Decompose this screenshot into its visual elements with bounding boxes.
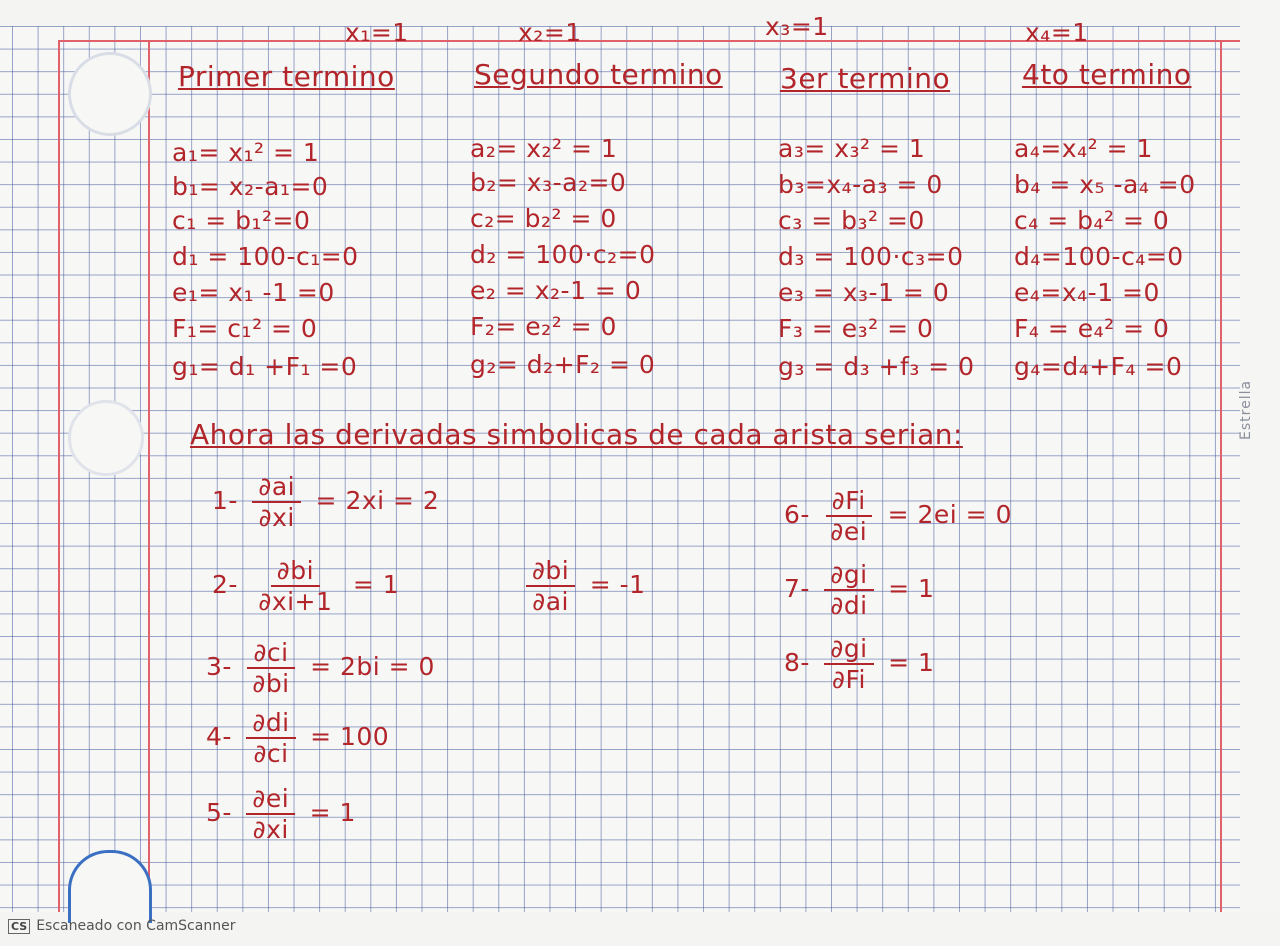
derivative-4-num: ∂di: [246, 708, 295, 739]
binder-hole-bottom: [68, 850, 152, 923]
eq-c2: c₂= b₂² = 0: [470, 204, 617, 233]
eq-b4: b₄ = x₅ -a₄ =0: [1014, 170, 1196, 199]
derivative-2: [212, 556, 399, 616]
derivative-7-fraction: [824, 560, 873, 620]
derivative-2-den: ∂xi+1: [258, 587, 333, 616]
derivative-4: [206, 708, 389, 768]
derivative-7: [784, 560, 934, 620]
eq-c3: c₃ = b₃² =0: [778, 206, 925, 235]
right-edge: [1240, 0, 1280, 946]
derivative-6-label: 6-: [784, 500, 810, 529]
derivative-7-num: ∂gi: [824, 560, 873, 591]
derivative-1-label: 1-: [212, 486, 238, 515]
x1-value: x₁=1: [345, 18, 409, 47]
derivative-extra-num: ∂bi: [526, 556, 575, 587]
derivative-extra-fraction: [526, 556, 575, 616]
derivative-3-label: 3-: [206, 652, 232, 681]
header-term-2: Segundo termino: [474, 58, 723, 91]
derivative-3-result: = 2bi = 0: [310, 652, 435, 681]
eq-f2: F₂= e₂² = 0: [470, 312, 617, 341]
derivative-extra: [520, 556, 646, 616]
eq-f1: F₁= c₁² = 0: [172, 314, 318, 343]
eq-g1: g₁= d₁ +F₁ =0: [172, 352, 358, 381]
derivative-5-label: 5-: [206, 798, 232, 827]
derivative-7-den: ∂di: [830, 591, 868, 620]
eq-f3: F₃ = e₃² = 0: [778, 314, 934, 343]
header-term-3: 3er termino: [780, 62, 951, 95]
red-border-left: [58, 40, 60, 912]
derivative-8: [784, 634, 934, 694]
x2-value: x₂=1: [518, 18, 582, 47]
eq-d3: d₃ = 100·c₃=0: [778, 242, 964, 271]
derivative-extra-result: = -1: [589, 570, 646, 599]
header-term-1: Primer termino: [178, 60, 395, 93]
derivative-5: [206, 784, 356, 844]
header-term-4: 4to termino: [1022, 58, 1192, 91]
derivative-8-fraction: [824, 634, 873, 694]
derivative-7-result: = 1: [888, 574, 935, 603]
scanner-footer-text: Escaneado con CamScanner: [36, 918, 236, 934]
derivative-6-num: ∂Fi: [826, 486, 872, 517]
x4-value: x₄=1: [1025, 18, 1089, 47]
eq-g3: g₃ = d₃ +f₃ = 0: [778, 352, 975, 381]
derivative-2-fraction: [252, 556, 338, 616]
derivative-5-result: = 1: [309, 798, 356, 827]
derivative-8-den: ∂Fi: [832, 665, 866, 694]
derivative-2-result: = 1: [352, 570, 400, 599]
derivative-2-label: 2-: [212, 570, 238, 599]
derivative-6-fraction: [824, 486, 873, 546]
derivatives-intro: Ahora las derivadas simbolicas de cada arista serian:: [190, 418, 963, 451]
eq-a1: a₁= x₁² = 1: [172, 138, 320, 167]
eq-e4: e₄=x₄-1 =0: [1014, 278, 1160, 307]
derivative-1: [212, 472, 439, 532]
red-margin-line: [148, 40, 150, 912]
eq-b1: b₁= x₂-a₁=0: [172, 172, 329, 201]
derivative-4-den: ∂ci: [253, 739, 289, 768]
derivative-6-result: = 2ei = 0: [887, 500, 1012, 529]
eq-e3: e₃ = x₃-1 = 0: [778, 278, 950, 307]
derivative-5-num: ∂ei: [246, 784, 295, 815]
eq-b2: b₂= x₃-a₂=0: [470, 168, 627, 197]
derivative-6-den: ∂ei: [830, 517, 868, 546]
red-border-right: [1220, 40, 1222, 912]
derivative-extra-den: ∂ai: [532, 587, 569, 616]
derivative-3-fraction: [246, 638, 295, 698]
derivative-1-fraction: [252, 472, 301, 532]
eq-e2: e₂ = x₂-1 = 0: [470, 276, 642, 305]
derivative-1-den: ∂xi: [258, 503, 295, 532]
derivative-8-num: ∂gi: [824, 634, 873, 665]
derivative-7-label: 7-: [784, 574, 810, 603]
eq-c1: c₁ = b₁²=0: [172, 206, 311, 235]
x3-value: x₃=1: [765, 12, 829, 41]
derivative-8-label: 8-: [784, 648, 810, 677]
eq-a3: a₃= x₃² = 1: [778, 134, 926, 163]
eq-d4: d₄=100-c₄=0: [1014, 242, 1184, 271]
notebook-brand: Estrella: [1238, 379, 1254, 440]
eq-d2: d₂ = 100·c₂=0: [470, 240, 656, 269]
derivative-1-num: ∂ai: [252, 472, 301, 503]
eq-d1: d₁ = 100-c₁=0: [172, 242, 359, 271]
eq-a2: a₂= x₂² = 1: [470, 134, 618, 163]
derivative-6: [784, 486, 1012, 546]
derivative-8-result: = 1: [888, 648, 935, 677]
derivative-5-den: ∂xi: [252, 815, 289, 844]
camscanner-logo: CS: [8, 919, 30, 934]
binder-hole-top: [68, 52, 152, 136]
derivative-3-num: ∂ci: [247, 638, 294, 669]
eq-f4: F₄ = e₄² = 0: [1014, 314, 1170, 343]
eq-b3: b₃=x₄-a₃ = 0: [778, 170, 943, 199]
derivative-3: [206, 638, 435, 698]
derivative-5-fraction: [246, 784, 295, 844]
derivative-3-den: ∂bi: [252, 669, 290, 698]
derivative-4-result: = 100: [310, 722, 390, 751]
eq-g4: g₄=d₄+F₄ =0: [1014, 352, 1183, 381]
derivative-1-result: = 2xi = 2: [315, 486, 440, 515]
scanner-footer: [8, 918, 235, 934]
derivative-2-num: ∂bi: [271, 556, 320, 587]
eq-g2: g₂= d₂+F₂ = 0: [470, 350, 656, 379]
binder-hole-middle: [68, 400, 144, 476]
eq-e1: e₁= x₁ -1 =0: [172, 278, 335, 307]
derivative-4-fraction: [246, 708, 295, 768]
derivative-4-label: 4-: [206, 722, 232, 751]
eq-a4: a₄=x₄² = 1: [1014, 134, 1153, 163]
eq-c4: c₄ = b₄² = 0: [1014, 206, 1170, 235]
